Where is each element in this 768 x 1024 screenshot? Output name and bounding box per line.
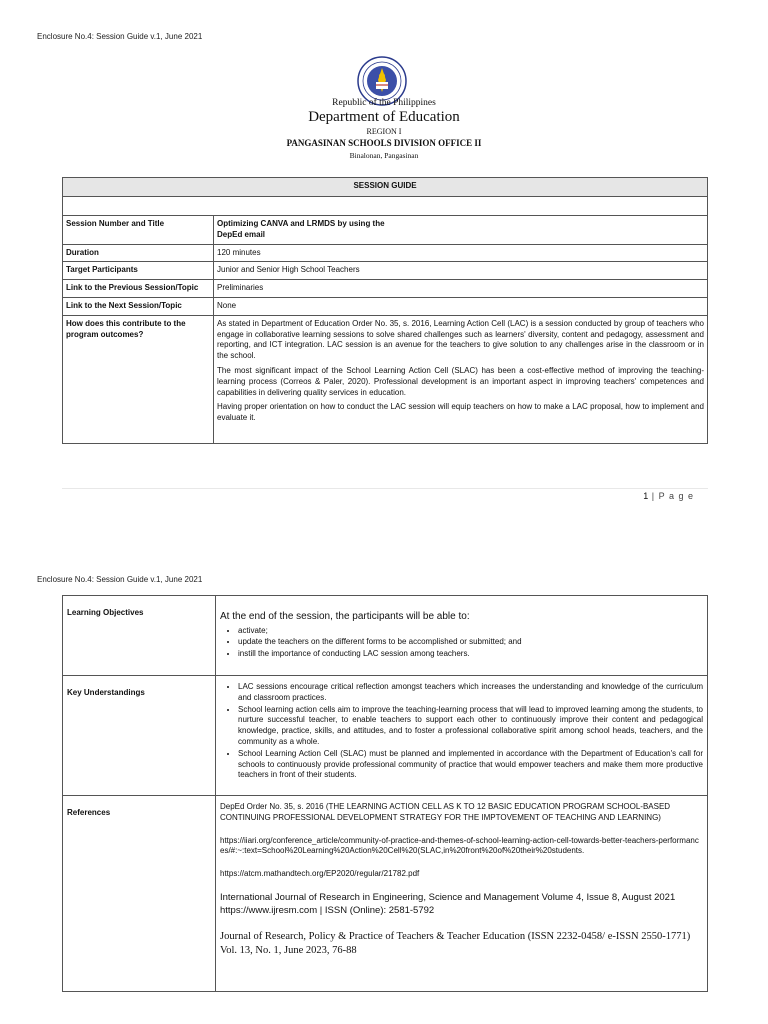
list-item: • School learning action cells aim to improve the teaching-learning process that will lead to improved learning among the students, to nurture successful teacher, to enable teachers to support each other to continuously improve their content and pedagogical knowledge, practice, skills, and attitudes, and to foster a professional collaborative spirit among school heads, teachers, and the community as a whole.: [238, 705, 703, 748]
understandings-list: [220, 682, 703, 781]
list-item: • School Learning Action Cell (SLAC) must be planned and implemented in accordance with the Department of Education's call for schools to continuously provide professional community of practice that would empower teachers and make them more productive teachers in front of their students.: [238, 749, 703, 781]
next-session-value: None: [214, 297, 708, 315]
contribution-value: [214, 315, 708, 443]
page-number: [600, 491, 694, 501]
reference-deped-order: DepEd Order No. 35, s. 2016 (THE LEARNING ACTION CELL AS K TO 12 BASIC EDUCATION PROGRAM SCHOOL-BASED CONTINUING PROFESSIONAL DEVELOPMENT STRATEGY FOR THE IMPTOVEMENT OF TEACHING AND LEARNING): [220, 802, 671, 822]
objectives-list: [220, 626, 703, 660]
list-item: • activate;: [238, 626, 703, 637]
row-label: Duration: [63, 244, 214, 262]
footer-divider: [62, 488, 708, 489]
list-item: • instill the importance of conducting LAC session among teachers.: [238, 649, 703, 660]
contribution-paragraph: Having proper orientation on how to conduct the LAC session will equip teachers on how to make a LAC proposal, how to implement and evaluate it.: [217, 402, 704, 423]
understandings-value: [216, 676, 708, 796]
letterhead-department: Department of Education: [308, 109, 460, 125]
reference-atcm-link: https://atcm.mathandtech.org/EP2020/regular/21782.pdf: [220, 869, 420, 879]
duration-value: 120 minutes: [214, 244, 708, 262]
row-label: Link to the Previous Session/Topic: [63, 280, 214, 298]
row-label: Learning Objectives: [63, 596, 216, 676]
table-row: [63, 596, 708, 676]
letterhead-republic: Republic of the Philippines: [332, 98, 436, 108]
reference-journal: [220, 930, 703, 958]
table-row: [63, 796, 708, 992]
session-title-line2: DepEd email: [217, 229, 266, 239]
reference-journal-line1: Journal of Research, Policy & Practice of Teachers & Teacher Education (ISSN 2232-0458/ e-ISSN 2550-1771): [220, 930, 691, 942]
reference-journal-line2: Vol. 13, No. 1, June 2023, 76-88: [220, 944, 357, 956]
session-guide-table: [62, 177, 708, 444]
session-guide-table-continued: [62, 595, 708, 992]
table-row: [63, 297, 708, 315]
table-row: [63, 280, 708, 298]
list-item: • update the teachers on the different forms to be accomplished or submitted; and: [238, 637, 703, 648]
table-row: [63, 315, 708, 443]
references-value: [216, 796, 708, 992]
reference-iiari-link: https://iiari.org/conference_article/community-of-practice-and-themes-of-school-learning-action-cell-towards-better-teachers-performances/#:~:text=School%20Learning%20Action%20Cell%20(SLAC,in%20front%20of%20their%20students.: [220, 835, 699, 856]
table-row: [63, 216, 708, 245]
row-label: Key Understandings: [63, 676, 216, 796]
letterhead-region: REGION I: [366, 127, 402, 136]
letterhead-office: PANGASINAN SCHOOLS DIVISION OFFICE II: [286, 138, 482, 148]
table-row: [63, 262, 708, 280]
row-label: Link to the Next Session/Topic: [63, 297, 214, 315]
session-title-value: [214, 216, 708, 245]
table-row: [63, 244, 708, 262]
session-guide-header: SESSION GUIDE: [63, 178, 708, 197]
row-label: Target Participants: [63, 262, 214, 280]
enclosure-header: Enclosure No.4: Session Guide v.1, June 2021: [37, 32, 203, 41]
session-title-line1: Optimizing CANVA and LRMDS by using the: [217, 219, 385, 228]
list-item: • LAC sessions encourage critical reflection amongst teachers which increases the understanding and knowledge of the curriculum and classroom practices.: [238, 682, 703, 704]
contribution-paragraph: As stated in Department of Education Order No. 35, s. 2016, Learning Action Cell (LAC) is a session conducted by group of teachers who engage in collaborative learning sessions to solve shared challenges such as learners' diversity, content and pedagogy, assessment and reporting, and ICT integration. LAC session is an avenue for the teachers to give solution to any challenges arise in the classroom or in the school.: [217, 318, 704, 361]
row-label: References: [63, 796, 216, 992]
reference-ijresm-line2: https://www.ijresm.com | ISSN (Online): 2581-5792: [220, 904, 435, 916]
objectives-intro: At the end of the session, the participants will be able to:: [220, 611, 470, 622]
contribution-paragraph: The most significant impact of the School Learning Action Cell (SLAC) has been a cost-effective method of improving the teaching-learning process (Correos & Paler, 2020). Professional development is an important aspect in improving teachers' competences and capabilities in delivering quality services in education.: [217, 365, 704, 397]
reference-ijresm: [220, 892, 703, 918]
previous-session-value: Preliminaries: [214, 280, 708, 298]
row-label: How does this contribute to the program outcomes?: [63, 315, 214, 443]
page-number-value: 1: [643, 491, 649, 501]
reference-ijresm-line1: International Journal of Research in Engineering, Science and Management Volume 4, Issue 8, August 2021: [220, 891, 676, 903]
participants-value: Junior and Senior High School Teachers: [214, 262, 708, 280]
letterhead-city: Binalonan, Pangasinan: [349, 151, 419, 160]
page-word: | P a g e: [651, 491, 694, 501]
enclosure-header: Enclosure No.4: Session Guide v.1, June 2021: [37, 575, 203, 584]
objectives-value: [216, 596, 708, 676]
table-row: [63, 676, 708, 796]
blank-row: [63, 197, 708, 216]
row-label: Session Number and Title: [63, 216, 214, 245]
